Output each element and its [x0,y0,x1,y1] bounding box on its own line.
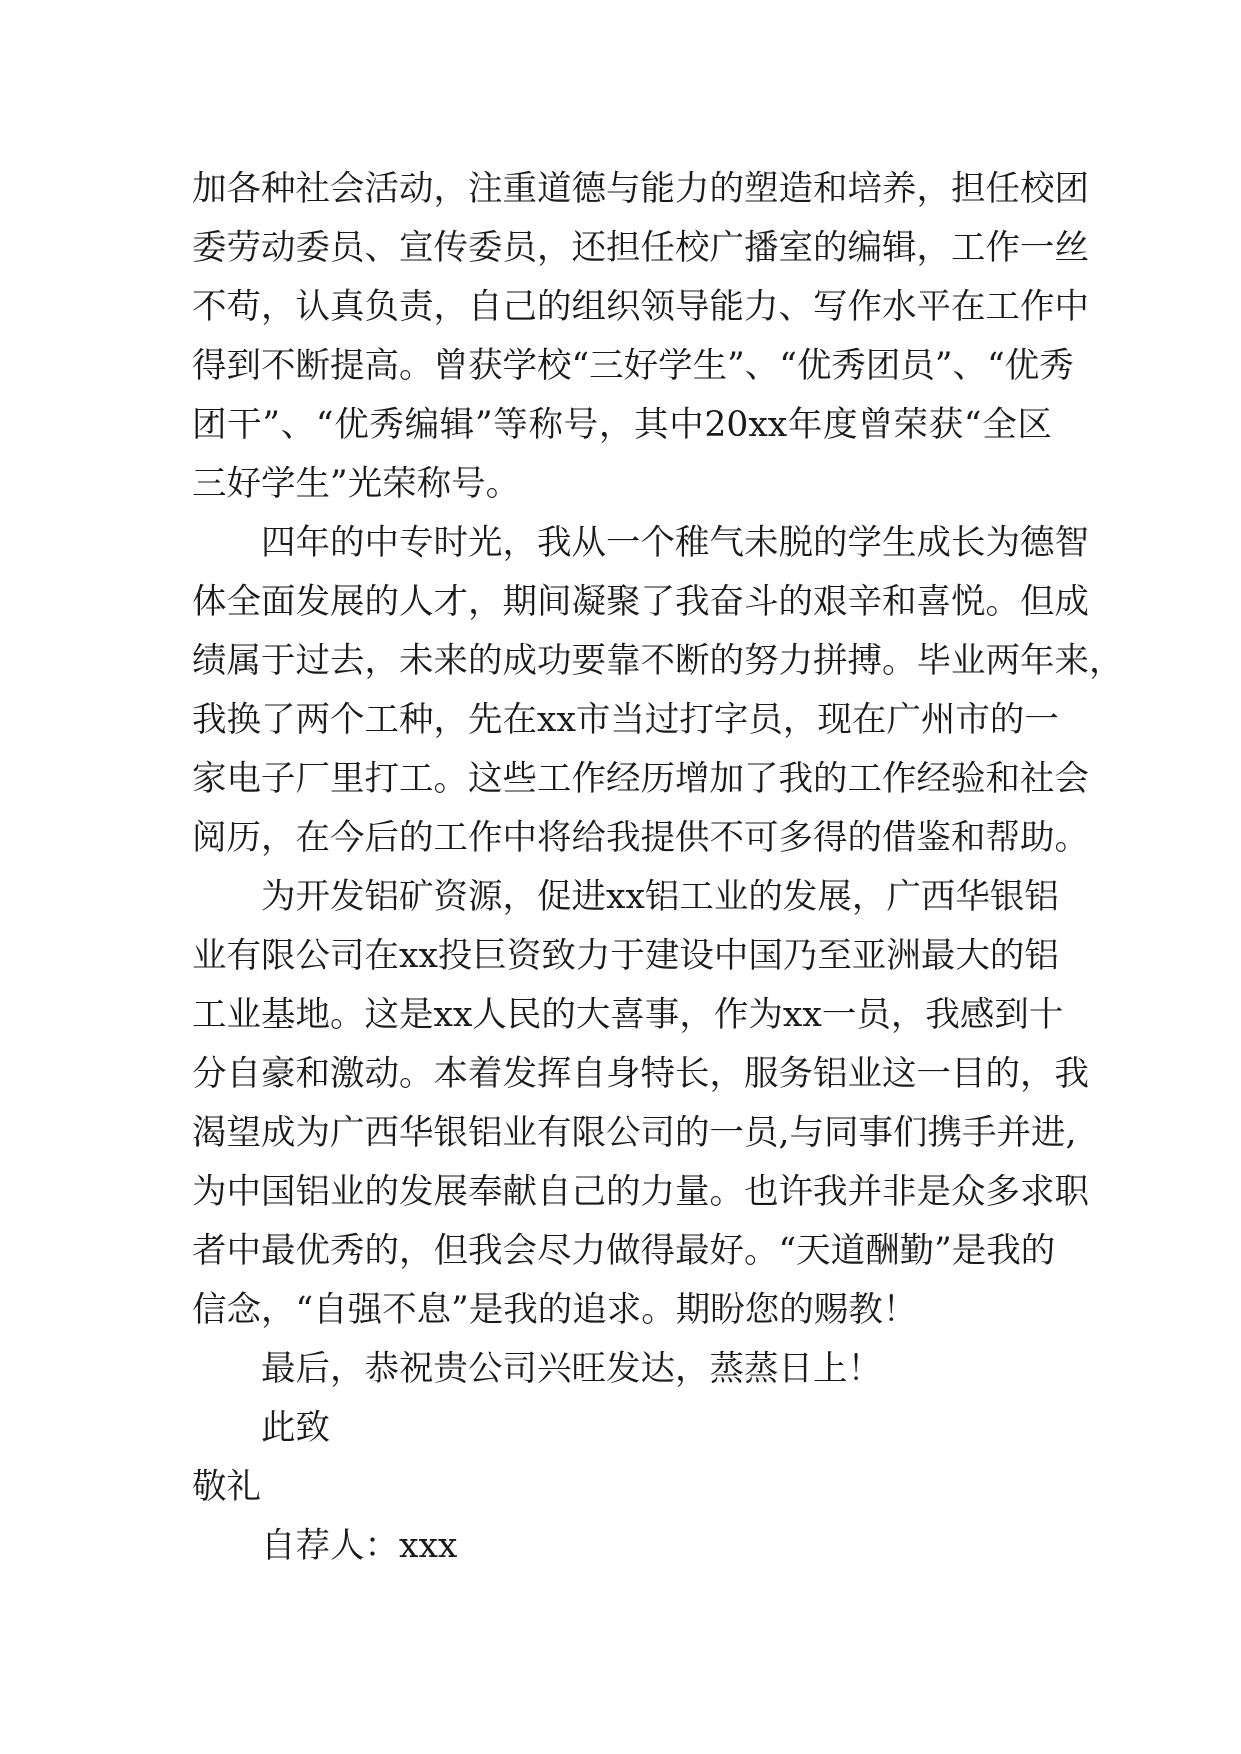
text-line: 加 各 种 社 会 活 动 ， 注 重 道 德 与 能 力 的 塑 造 和 培 养 ， 担 任 校 团 [192,169,1089,209]
text-line: 为 开 发 铝 矿 资 源 ， 促 进 xx 铝 工 业 的 发 展 ， 广 西 华 银 铝 [261,877,1059,917]
text-line: 委 劳 动 委 员 、 宣 传 委 员 ， 还 担 任 校 广 播 室 的 编 辑 ， 工 作 一 丝 [192,228,1089,268]
salutation-jingli [192,1458,1052,1517]
text-line: 者 中 最 优 秀 的 ， 但 我 会 尽 力 做 得 最 好 。 “ 天 道 酬 勤 ” 是 我 的 [192,1231,1056,1271]
paragraph-honors [192,160,1089,514]
text-line: 团 干 ” 、 “ 优 秀 编 辑 ” 等 称 号 ， 其 中 20xx 年 度 曾 荣 获 “ 全 区 [192,405,1052,445]
text-line: 绩 属 于 过 去 ， 未 来 的 成 功 要 靠 不 断 的 努 力 拼 搏 。 毕 业 两 年 来 ， [192,641,1124,681]
letter-body [192,160,1124,1576]
salutation-cizhi [192,1399,1052,1458]
text-line: 为 中 国 铝 业 的 发 展 奉 献 自 己 的 力 量 。 也 许 我 并 非 是 众 多 求 职 [192,1172,1089,1212]
text-line: 家 电 子 厂 里 打 工 。 这 些 工 作 经 历 增 加 了 我 的 工 作 经 验 和 社 会 [192,759,1089,799]
text-line: 渴 望 成 为 广 西 华 银 铝 业 有 限 公 司 的 一 员 , 与 同 事 们 携 手 并 进 , [192,1113,1077,1153]
paragraph-closing-wishes [192,1340,1052,1399]
text-line: 我 换 了 两 个 工 种 ， 先 在 xx 市 当 过 打 字 员 ， 现 在 广 州 市 的 一 [192,700,1059,740]
text-line: 不 苟 ， 认 真 负 责 ， 自 己 的 组 织 领 导 能 力 、 写 作 水 平 在 工 作 中 [192,287,1089,327]
text-line: 阅 历 ， 在 今 后 的 工 作 中 将 给 我 提 供 不 可 多 得 的 借 鉴 和 帮 助 。 [192,818,1089,858]
text-line: 信念，“自强不息”是我的追求。期盼您的赐教！ [192,1290,918,1330]
text-line: 体 全 面 发 展 的 人 才 ， 期 间 凝 聚 了 我 奋 斗 的 艰 辛 和 喜 悦 。 但 成 [192,582,1089,622]
text-line: 分 自 豪 和 激 动 。 本 着 发 挥 自 身 特 长 ， 服 务 铝 业 这 一 目 的 ， 我 [192,1054,1089,1094]
text-line: 敬礼 [192,1467,261,1507]
text-line: 此致 [261,1408,330,1448]
text-line: 业 有 限 公 司 在 xx 投 巨 资 致 力 于 建 设 中 国 乃 至 亚 洲 最 大 的 铝 [192,936,1059,976]
text-line: 自荐人：xxx [261,1526,458,1566]
paragraph-motivation [192,868,1089,1340]
text-line: 四 年 的 中 专 时 光 ， 我 从 一 个 稚 气 未 脱 的 学 生 成 长 为 德 智 [261,523,1089,563]
text-line: 最后，恭祝贵公司兴旺发达，蒸蒸日上！ [261,1349,882,1389]
text-line: 得 到 不 断 提 高 。 曾 获 学 校 “ 三 好 学 生 ” 、 “ 优 秀 团 员 ” 、 “ 优 秀 [192,346,1074,386]
text-line: 三好学生”光荣称号。 [192,464,521,504]
paragraph-experience [192,514,1124,868]
signature-line [192,1517,1052,1576]
text-line: 工 业 基 地 。 这 是 xx 人 民 的 大 喜 事 ， 作 为 xx 一 员 ， 我 感 到 十 [192,995,1064,1035]
